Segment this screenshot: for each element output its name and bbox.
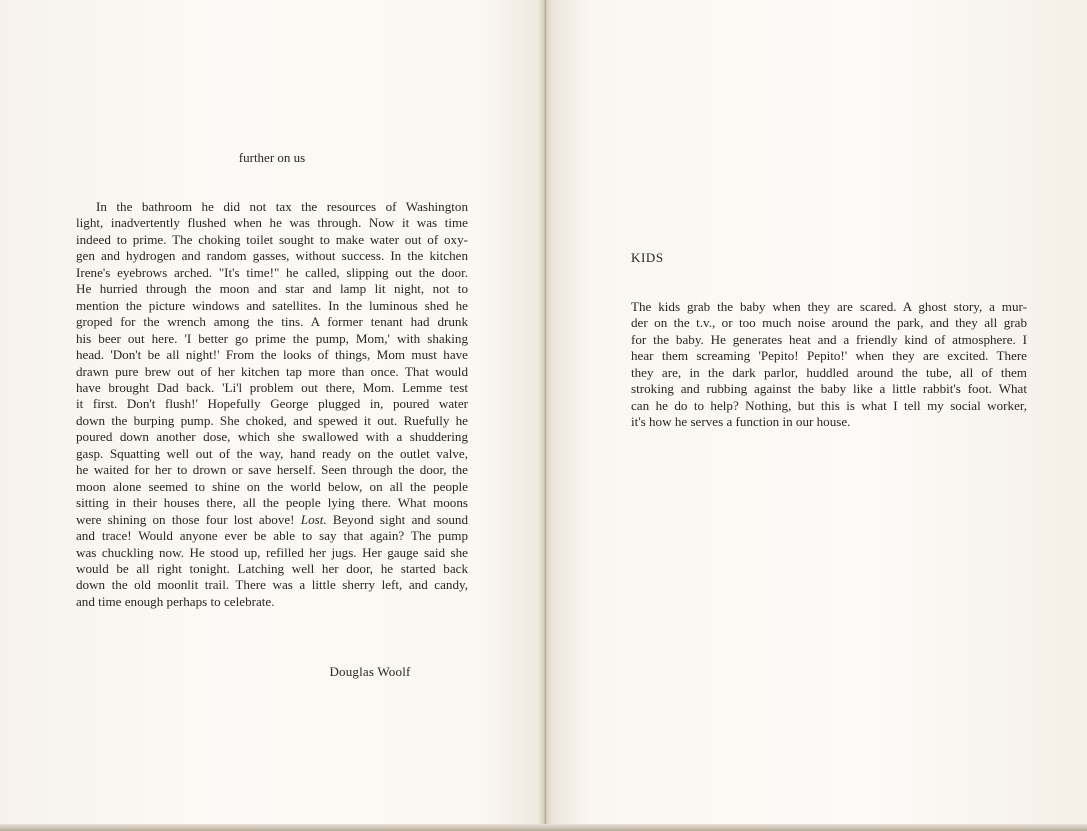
- right-page: [545, 0, 1087, 831]
- text-line: gen and hydrogen and random gasses, without success. In the kitchen: [76, 248, 468, 264]
- text-line: drawn pure brew out of her kitchen tap more than once. That would: [76, 363, 468, 379]
- text-line: hear them screaming 'Pepito! Pepito!' when they are excited. There: [631, 348, 1027, 364]
- book-gutter: [538, 0, 552, 831]
- page-edge: [0, 824, 1087, 831]
- text-line: stroking and rubbing against the baby like a little rabbit's foot. What: [631, 381, 1027, 397]
- story-title: KIDS: [631, 250, 664, 265]
- text-line: mention the picture windows and satellites. In the luminous shed he: [76, 297, 468, 313]
- text-line: down the old moonlit trail. There was a little sherry left, and candy,: [76, 577, 468, 593]
- text-line: groped for the wrench among the tins. A former tenant had drunk: [76, 314, 468, 330]
- text-line: it first. Don't flush!' Hopefully George plugged in, poured water: [76, 396, 468, 412]
- text-line: and trace! Would anyone ever be able to say that again? The pump: [76, 528, 468, 544]
- text-line: his beer out here. 'I better go prime the pump, Mom,' with shaking: [76, 330, 468, 346]
- text-line: light, inadvertently flushed when he was through. Now it was time: [76, 215, 468, 231]
- text-line: der on the t.v., or too much noise around the park, and they all grab: [631, 315, 1027, 331]
- story-body-text: [76, 199, 468, 610]
- text-line: In the bathroom he did not tax the resources of Washington: [96, 199, 468, 214]
- text-line: Irene's eyebrows arched. "It's time!" he called, slipping out the door.: [76, 264, 468, 280]
- text-line: poured down another dose, which she swallowed with a shuddering: [76, 429, 468, 445]
- text-line: it's how he serves a function in our house.: [631, 414, 851, 430]
- text-line: was chuckling now. He stood up, refilled her jugs. Her gauge said she: [76, 544, 468, 560]
- text-line: they are, in the dark parlor, huddled around the tube, all of them: [631, 364, 1027, 380]
- text-line: indeed to prime. The choking toilet sought to make water out of oxy-: [76, 231, 468, 247]
- text-line: and time enough perhaps to celebrate.: [76, 593, 275, 609]
- text-line: for the baby. He generates heat and a friendly kind of atmosphere. I: [631, 331, 1027, 347]
- text-line: sitting in their houses there, all the people lying there. What moons: [76, 495, 468, 511]
- text-line: down the burping pump. She choked, and spewed it out. Ruefully he: [76, 412, 468, 428]
- kids-body-text: [631, 299, 1027, 431]
- italic-word: Lost.: [300, 511, 327, 527]
- text-line: He hurried through the moon and star and lamp lit night, not to: [76, 281, 468, 297]
- author-name: Douglas Woolf: [329, 664, 411, 679]
- text-line: would be all right tonight. Latching well her door, he started back: [76, 560, 468, 576]
- text-line: have brought Dad back. 'Li'l problem out there, Mom. Lemme test: [76, 379, 468, 395]
- text-line: head. 'Don't be all night!' From the looks of things, Mom must have: [76, 347, 468, 363]
- running-head: further on us: [238, 150, 306, 165]
- text-line: were shining on those four lost above! Lost. Beyond sight and sound: [76, 511, 468, 527]
- text-line: The kids grab the baby when they are scared. A ghost story, a mur-: [631, 299, 1027, 314]
- text-line: can he do to help? Nothing, but this is what I tell my social worker,: [631, 397, 1027, 413]
- text-line: he waited for her to drown or save herself. Seen through the door, the: [76, 462, 468, 478]
- text-line: gasp. Squatting well out of the way, hand ready on the outlet valve,: [76, 445, 468, 461]
- text-line: moon alone seemed to shine on the world below, on all the people: [76, 478, 468, 494]
